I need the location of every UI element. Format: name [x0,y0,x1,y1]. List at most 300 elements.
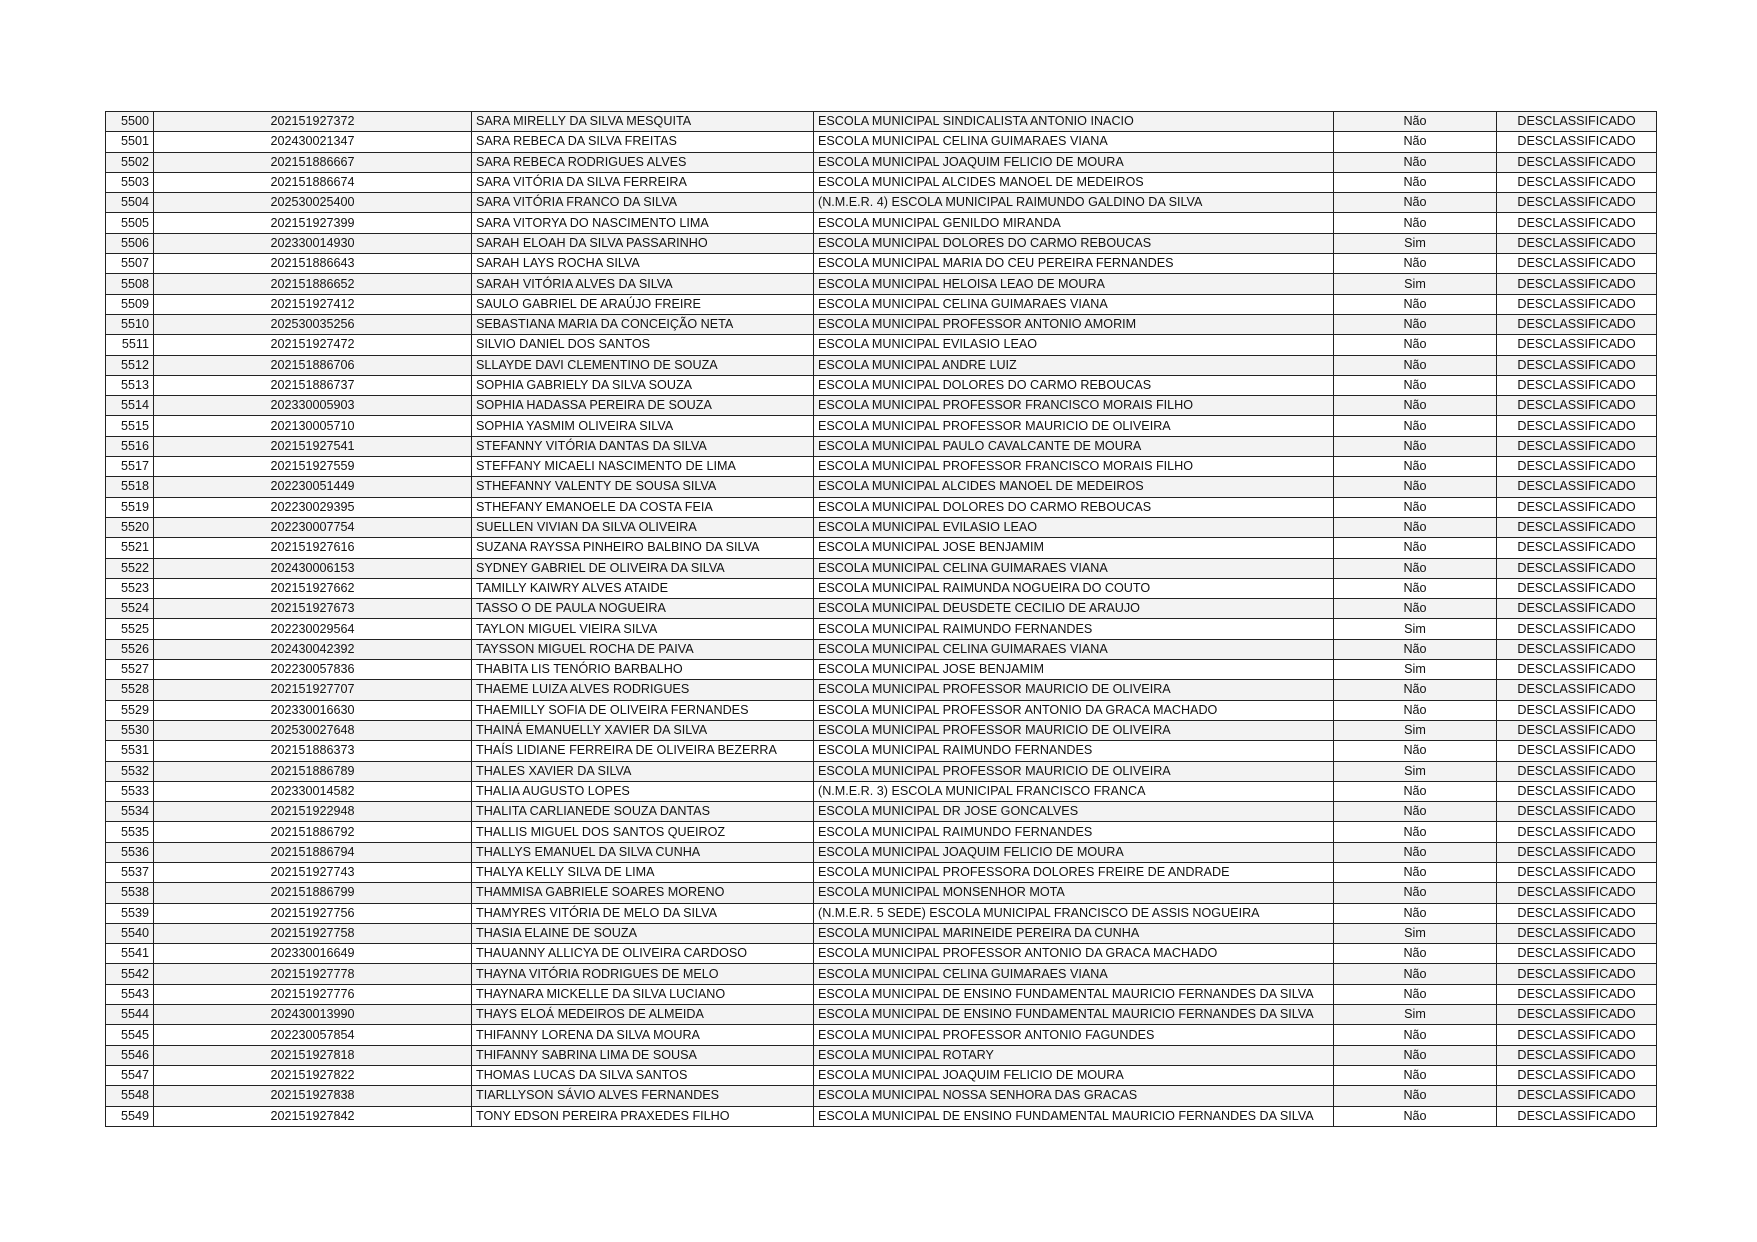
student-name: THALES XAVIER DA SILVA [472,761,814,781]
status-value: DESCLASSIFICADO [1497,314,1657,334]
table-row [106,193,1657,213]
flag-value: Não [1334,294,1497,314]
status-value: DESCLASSIFICADO [1497,497,1657,517]
row-number: 5536 [106,842,154,862]
student-name: SEBASTIANA MARIA DA CONCEIÇÃO NETA [472,314,814,334]
student-name: SARA VITÓRIA FRANCO DA SILVA [472,193,814,213]
flag-value: Sim [1334,274,1497,294]
registration-number: 202151927616 [154,538,472,558]
registration-number: 202230007754 [154,517,472,537]
row-number: 5534 [106,802,154,822]
table-row [106,355,1657,375]
table-row [106,1086,1657,1106]
registration-number: 202151927399 [154,213,472,233]
table-row [106,335,1657,355]
school-name: ESCOLA MUNICIPAL CELINA GUIMARAES VIANA [814,294,1334,314]
registration-number: 202230051449 [154,477,472,497]
flag-value: Não [1334,436,1497,456]
registration-number: 202151886706 [154,355,472,375]
school-name: ESCOLA MUNICIPAL CELINA GUIMARAES VIANA [814,558,1334,578]
registration-number: 202151927673 [154,599,472,619]
flag-value: Não [1334,639,1497,659]
flag-value: Não [1334,517,1497,537]
row-number: 5543 [106,984,154,1004]
school-name: ESCOLA MUNICIPAL JOSE BENJAMIM [814,538,1334,558]
student-name: TAYSSON MIGUEL ROCHA DE PAIVA [472,639,814,659]
row-number: 5548 [106,1086,154,1106]
student-name: TIARLLYSON SÁVIO ALVES FERNANDES [472,1086,814,1106]
student-name: THAINÁ EMANUELLY XAVIER DA SILVA [472,720,814,740]
status-value: DESCLASSIFICADO [1497,720,1657,740]
table-row [106,984,1657,1004]
school-name: ESCOLA MUNICIPAL EVILASIO LEAO [814,517,1334,537]
row-number: 5522 [106,558,154,578]
status-value: DESCLASSIFICADO [1497,1106,1657,1126]
school-name: ESCOLA MUNICIPAL DE ENSINO FUNDAMENTAL MAURICIO FERNANDES DA SILVA [814,984,1334,1004]
flag-value: Não [1334,1045,1497,1065]
table-row [106,1065,1657,1085]
flag-value: Não [1334,862,1497,882]
flag-value: Não [1334,477,1497,497]
status-value: DESCLASSIFICADO [1497,862,1657,882]
status-value: DESCLASSIFICADO [1497,599,1657,619]
flag-value: Não [1334,883,1497,903]
flag-value: Não [1334,1065,1497,1085]
table-row [106,213,1657,233]
table-row [106,172,1657,192]
row-number: 5517 [106,457,154,477]
flag-value: Não [1334,599,1497,619]
row-number: 5507 [106,254,154,274]
registration-number: 202530025400 [154,193,472,213]
school-name: ESCOLA MUNICIPAL ALCIDES MANOEL DE MEDEIROS [814,172,1334,192]
flag-value: Não [1334,558,1497,578]
status-value: DESCLASSIFICADO [1497,335,1657,355]
row-number: 5525 [106,619,154,639]
student-name: THAUANNY ALLICYA DE OLIVEIRA CARDOSO [472,944,814,964]
student-name: THAEMILLY SOFIA DE OLIVEIRA FERNANDES [472,700,814,720]
school-name: ESCOLA MUNICIPAL DOLORES DO CARMO REBOUCAS [814,497,1334,517]
flag-value: Não [1334,172,1497,192]
status-value: DESCLASSIFICADO [1497,984,1657,1004]
student-name: TAMILLY KAIWRY ALVES ATAIDE [472,578,814,598]
registration-number: 202430006153 [154,558,472,578]
student-name: THAÍS LIDIANE FERREIRA DE OLIVEIRA BEZERRA [472,741,814,761]
school-name: ESCOLA MUNICIPAL PROFESSOR MAURICIO DE OLIVEIRA [814,720,1334,740]
flag-value: Não [1334,822,1497,842]
row-number: 5547 [106,1065,154,1085]
table-row [106,700,1657,720]
registration-number: 202151886794 [154,842,472,862]
student-name: THALYA KELLY SILVA DE LIMA [472,862,814,882]
registration-number: 202151927776 [154,984,472,1004]
status-value: DESCLASSIFICADO [1497,294,1657,314]
school-name: ESCOLA MUNICIPAL JOSE BENJAMIM [814,660,1334,680]
flag-value: Não [1334,741,1497,761]
row-number: 5516 [106,436,154,456]
registration-number: 202330016649 [154,944,472,964]
school-name: ESCOLA MUNICIPAL ANDRE LUIZ [814,355,1334,375]
flag-value: Não [1334,416,1497,436]
table-row [106,517,1657,537]
registration-number: 202151927818 [154,1045,472,1065]
registration-number: 202151886643 [154,254,472,274]
table-row [106,314,1657,334]
row-number: 5518 [106,477,154,497]
registration-number: 202330016630 [154,700,472,720]
row-number: 5535 [106,822,154,842]
table-row [106,152,1657,172]
registration-number: 202151927472 [154,335,472,355]
status-value: DESCLASSIFICADO [1497,396,1657,416]
school-name: ESCOLA MUNICIPAL EVILASIO LEAO [814,335,1334,355]
flag-value: Não [1334,1106,1497,1126]
flag-value: Sim [1334,660,1497,680]
row-number: 5513 [106,375,154,395]
school-name: ESCOLA MUNICIPAL DOLORES DO CARMO REBOUCAS [814,233,1334,253]
student-name: THOMAS LUCAS DA SILVA SANTOS [472,1065,814,1085]
student-name: THALLIS MIGUEL DOS SANTOS QUEIROZ [472,822,814,842]
table-row [106,1045,1657,1065]
row-number: 5520 [106,517,154,537]
school-name: ESCOLA MUNICIPAL MONSENHOR MOTA [814,883,1334,903]
status-value: DESCLASSIFICADO [1497,274,1657,294]
student-name: SARA REBECA DA SILVA FREITAS [472,132,814,152]
student-name: SLLAYDE DAVI CLEMENTINO DE SOUZA [472,355,814,375]
status-value: DESCLASSIFICADO [1497,883,1657,903]
registration-number: 202330014930 [154,233,472,253]
table-row [106,862,1657,882]
school-name: (N.M.E.R. 3) ESCOLA MUNICIPAL FRANCISCO FRANCA [814,781,1334,801]
row-number: 5505 [106,213,154,233]
flag-value: Sim [1334,923,1497,943]
student-name: THAYS ELOÁ MEDEIROS DE ALMEIDA [472,1005,814,1025]
school-name: ESCOLA MUNICIPAL PROFESSOR MAURICIO DE OLIVEIRA [814,416,1334,436]
registration-number: 202151886789 [154,761,472,781]
row-number: 5538 [106,883,154,903]
registration-number: 202151886792 [154,822,472,842]
status-value: DESCLASSIFICADO [1497,741,1657,761]
status-value: DESCLASSIFICADO [1497,558,1657,578]
registration-number: 202151927758 [154,923,472,943]
table-row [106,375,1657,395]
row-number: 5504 [106,193,154,213]
flag-value: Não [1334,578,1497,598]
registration-number: 202530035256 [154,314,472,334]
table-row [106,112,1657,132]
row-number: 5532 [106,761,154,781]
school-name: (N.M.E.R. 5 SEDE) ESCOLA MUNICIPAL FRANCISCO DE ASSIS NOGUEIRA [814,903,1334,923]
status-value: DESCLASSIFICADO [1497,517,1657,537]
table-row [106,294,1657,314]
row-number: 5545 [106,1025,154,1045]
table-row [106,802,1657,822]
registration-number: 202151927372 [154,112,472,132]
flag-value: Não [1334,213,1497,233]
results-table-body [106,112,1657,1127]
registration-number: 202430013990 [154,1005,472,1025]
status-value: DESCLASSIFICADO [1497,680,1657,700]
student-name: SARA MIRELLY DA SILVA MESQUITA [472,112,814,132]
student-name: SUELLEN VIVIAN DA SILVA OLIVEIRA [472,517,814,537]
flag-value: Não [1334,112,1497,132]
registration-number: 202151922948 [154,802,472,822]
table-row [106,599,1657,619]
table-row [106,396,1657,416]
school-name: ESCOLA MUNICIPAL RAIMUNDA NOGUEIRA DO COUTO [814,578,1334,598]
row-number: 5519 [106,497,154,517]
table-row [106,497,1657,517]
registration-number: 202151927541 [154,436,472,456]
flag-value: Não [1334,802,1497,822]
registration-number: 202130005710 [154,416,472,436]
row-number: 5500 [106,112,154,132]
student-name: THIFANNY LORENA DA SILVA MOURA [472,1025,814,1045]
student-name: SARAH VITÓRIA ALVES DA SILVA [472,274,814,294]
table-row [106,1005,1657,1025]
table-row [106,254,1657,274]
school-name: ESCOLA MUNICIPAL DE ENSINO FUNDAMENTAL MAURICIO FERNANDES DA SILVA [814,1106,1334,1126]
flag-value: Não [1334,1086,1497,1106]
table-row [106,923,1657,943]
flag-value: Sim [1334,619,1497,639]
table-row [106,578,1657,598]
status-value: DESCLASSIFICADO [1497,1005,1657,1025]
row-number: 5531 [106,741,154,761]
registration-number: 202151886799 [154,883,472,903]
table-row [106,842,1657,862]
school-name: ESCOLA MUNICIPAL ROTARY [814,1045,1334,1065]
student-name: THAYNA VITÓRIA RODRIGUES DE MELO [472,964,814,984]
status-value: DESCLASSIFICADO [1497,660,1657,680]
student-name: SARA VITÓRIA DA SILVA FERREIRA [472,172,814,192]
flag-value: Não [1334,314,1497,334]
school-name: ESCOLA MUNICIPAL PROFESSOR ANTONIO FAGUNDES [814,1025,1334,1045]
flag-value: Não [1334,903,1497,923]
status-value: DESCLASSIFICADO [1497,355,1657,375]
status-value: DESCLASSIFICADO [1497,254,1657,274]
row-number: 5530 [106,720,154,740]
row-number: 5544 [106,1005,154,1025]
flag-value: Não [1334,254,1497,274]
student-name: SARA REBECA RODRIGUES ALVES [472,152,814,172]
registration-number: 202230057836 [154,660,472,680]
school-name: ESCOLA MUNICIPAL DEUSDETE CECILIO DE ARAUJO [814,599,1334,619]
school-name: ESCOLA MUNICIPAL PROFESSOR ANTONIO DA GRACA MACHADO [814,700,1334,720]
student-name: THALITA CARLIANEDE SOUZA DANTAS [472,802,814,822]
row-number: 5514 [106,396,154,416]
row-number: 5506 [106,233,154,253]
registration-number: 202230057854 [154,1025,472,1045]
student-name: SARA VITORYA DO NASCIMENTO LIMA [472,213,814,233]
status-value: DESCLASSIFICADO [1497,213,1657,233]
flag-value: Não [1334,538,1497,558]
row-number: 5542 [106,964,154,984]
student-name: THAYNARA MICKELLE DA SILVA LUCIANO [472,984,814,1004]
registration-number: 202230029564 [154,619,472,639]
flag-value: Sim [1334,720,1497,740]
status-value: DESCLASSIFICADO [1497,1065,1657,1085]
row-number: 5527 [106,660,154,680]
school-name: ESCOLA MUNICIPAL CELINA GUIMARAES VIANA [814,639,1334,659]
row-number: 5540 [106,923,154,943]
school-name: ESCOLA MUNICIPAL PAULO CAVALCANTE DE MOURA [814,436,1334,456]
row-number: 5549 [106,1106,154,1126]
table-row [106,720,1657,740]
row-number: 5515 [106,416,154,436]
flag-value: Sim [1334,1005,1497,1025]
status-value: DESCLASSIFICADO [1497,457,1657,477]
status-value: DESCLASSIFICADO [1497,822,1657,842]
student-name: THABITA LIS TENÓRIO BARBALHO [472,660,814,680]
status-value: DESCLASSIFICADO [1497,944,1657,964]
flag-value: Não [1334,842,1497,862]
school-name: ESCOLA MUNICIPAL PROFESSOR MAURICIO DE OLIVEIRA [814,680,1334,700]
student-name: STHEFANNY VALENTY DE SOUSA SILVA [472,477,814,497]
table-row [106,822,1657,842]
row-number: 5509 [106,294,154,314]
flag-value: Não [1334,680,1497,700]
table-row [106,233,1657,253]
school-name: ESCOLA MUNICIPAL PROFESSOR FRANCISCO MORAIS FILHO [814,457,1334,477]
school-name: ESCOLA MUNICIPAL CELINA GUIMARAES VIANA [814,132,1334,152]
row-number: 5537 [106,862,154,882]
flag-value: Não [1334,700,1497,720]
table-row [106,436,1657,456]
registration-number: 202151927743 [154,862,472,882]
student-name: SAULO GABRIEL DE ARAÚJO FREIRE [472,294,814,314]
status-value: DESCLASSIFICADO [1497,132,1657,152]
status-value: DESCLASSIFICADO [1497,112,1657,132]
table-row [106,457,1657,477]
row-number: 5508 [106,274,154,294]
school-name: ESCOLA MUNICIPAL PROFESSOR FRANCISCO MORAIS FILHO [814,396,1334,416]
row-number: 5501 [106,132,154,152]
status-value: DESCLASSIFICADO [1497,578,1657,598]
flag-value: Não [1334,152,1497,172]
table-row [106,741,1657,761]
student-name: THIFANNY SABRINA LIMA DE SOUSA [472,1045,814,1065]
student-name: SUZANA RAYSSA PINHEIRO BALBINO DA SILVA [472,538,814,558]
flag-value: Sim [1334,761,1497,781]
table-row [106,781,1657,801]
school-name: ESCOLA MUNICIPAL PROFESSOR ANTONIO DA GRACA MACHADO [814,944,1334,964]
row-number: 5503 [106,172,154,192]
school-name: ESCOLA MUNICIPAL ALCIDES MANOEL DE MEDEIROS [814,477,1334,497]
status-value: DESCLASSIFICADO [1497,375,1657,395]
status-value: DESCLASSIFICADO [1497,193,1657,213]
school-name: ESCOLA MUNICIPAL DOLORES DO CARMO REBOUCAS [814,375,1334,395]
status-value: DESCLASSIFICADO [1497,923,1657,943]
row-number: 5526 [106,639,154,659]
student-name: TASSO O DE PAULA NOGUEIRA [472,599,814,619]
status-value: DESCLASSIFICADO [1497,842,1657,862]
registration-number: 202430042392 [154,639,472,659]
flag-value: Sim [1334,233,1497,253]
student-name: SOPHIA HADASSA PEREIRA DE SOUZA [472,396,814,416]
status-value: DESCLASSIFICADO [1497,700,1657,720]
row-number: 5510 [106,314,154,334]
school-name: ESCOLA MUNICIPAL NOSSA SENHORA DAS GRACAS [814,1086,1334,1106]
student-name: TAYLON MIGUEL VIEIRA SILVA [472,619,814,639]
results-table [105,111,1657,1127]
student-name: STEFFANY MICAELI NASCIMENTO DE LIMA [472,457,814,477]
student-name: SILVIO DANIEL DOS SANTOS [472,335,814,355]
school-name: ESCOLA MUNICIPAL JOAQUIM FELICIO DE MOURA [814,152,1334,172]
table-row [106,1106,1657,1126]
status-value: DESCLASSIFICADO [1497,639,1657,659]
student-name: THALIA AUGUSTO LOPES [472,781,814,801]
flag-value: Não [1334,964,1497,984]
registration-number: 202151927707 [154,680,472,700]
registration-number: 202151927778 [154,964,472,984]
status-value: DESCLASSIFICADO [1497,436,1657,456]
student-name: THALLYS EMANUEL DA SILVA CUNHA [472,842,814,862]
student-name: THAMYRES VITÓRIA DE MELO DA SILVA [472,903,814,923]
flag-value: Não [1334,375,1497,395]
table-row [106,538,1657,558]
table-row [106,761,1657,781]
flag-value: Não [1334,396,1497,416]
registration-number: 202151927412 [154,294,472,314]
table-row [106,416,1657,436]
school-name: ESCOLA MUNICIPAL MARINEIDE PEREIRA DA CUNHA [814,923,1334,943]
row-number: 5528 [106,680,154,700]
school-name: ESCOLA MUNICIPAL PROFESSOR MAURICIO DE OLIVEIRA [814,761,1334,781]
row-number: 5539 [106,903,154,923]
row-number: 5511 [106,335,154,355]
school-name: ESCOLA MUNICIPAL JOAQUIM FELICIO DE MOURA [814,842,1334,862]
school-name: ESCOLA MUNICIPAL PROFESSOR ANTONIO AMORIM [814,314,1334,334]
registration-number: 202151927559 [154,457,472,477]
school-name: ESCOLA MUNICIPAL HELOISA LEAO DE MOURA [814,274,1334,294]
row-number: 5541 [106,944,154,964]
registration-number: 202151927756 [154,903,472,923]
status-value: DESCLASSIFICADO [1497,964,1657,984]
table-row [106,274,1657,294]
table-row [106,477,1657,497]
table-row [106,619,1657,639]
student-name: SOPHIA GABRIELY DA SILVA SOUZA [472,375,814,395]
row-number: 5529 [106,700,154,720]
registration-number: 202151886674 [154,172,472,192]
flag-value: Não [1334,355,1497,375]
row-number: 5523 [106,578,154,598]
school-name: ESCOLA MUNICIPAL GENILDO MIRANDA [814,213,1334,233]
status-value: DESCLASSIFICADO [1497,233,1657,253]
flag-value: Não [1334,193,1497,213]
registration-number: 202151886373 [154,741,472,761]
row-number: 5546 [106,1045,154,1065]
row-number: 5521 [106,538,154,558]
table-row [106,660,1657,680]
registration-number: 202151886667 [154,152,472,172]
registration-number: 202530027648 [154,720,472,740]
table-row [106,639,1657,659]
flag-value: Não [1334,132,1497,152]
status-value: DESCLASSIFICADO [1497,903,1657,923]
registration-number: 202151927838 [154,1086,472,1106]
school-name: ESCOLA MUNICIPAL DR JOSE GONCALVES [814,802,1334,822]
row-number: 5502 [106,152,154,172]
school-name: ESCOLA MUNICIPAL RAIMUNDO FERNANDES [814,619,1334,639]
row-number: 5533 [106,781,154,801]
student-name: THAEME LUIZA ALVES RODRIGUES [472,680,814,700]
student-name: SYDNEY GABRIEL DE OLIVEIRA DA SILVA [472,558,814,578]
row-number: 5512 [106,355,154,375]
table-row [106,680,1657,700]
student-name: THASIA ELAINE DE SOUZA [472,923,814,943]
